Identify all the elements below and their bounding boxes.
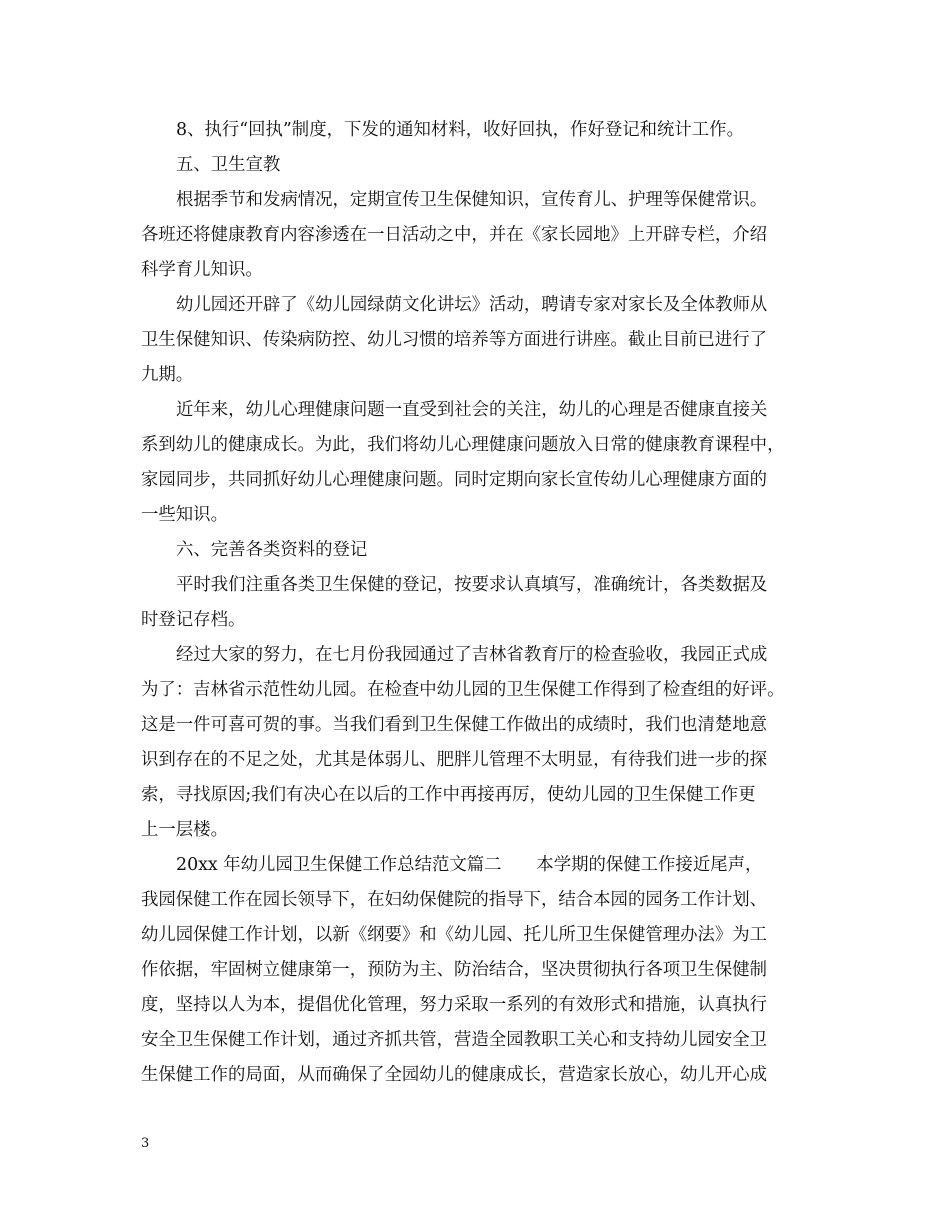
text-line: 识到存在的不足之处，尤其是体弱儿、肥胖儿管理不太明显，有待我们进一步的探: [141, 750, 768, 770]
text-line: 近年来，幼儿心理健康问题一直受到社会的关注，幼儿的心理是否健康直接关: [176, 400, 768, 420]
text-line: 度，坚持以人为本，提倡优化管理，努力采取一系列的有效形式和措施，认真执行: [141, 995, 768, 1015]
text-line: 索，寻找原因;我们有决心在以后的工作中再接再厉，使幼儿园的卫生保健工作更: [141, 785, 756, 805]
text-line: 这是一件可喜可贺的事。当我们看到卫生保健工作做出的成绩时，我们也清楚地意: [141, 715, 768, 735]
text-line: 作依据，牢固树立健康第一，预防为主、防治结合，坚决贯彻执行各项卫生保健制: [141, 960, 768, 980]
text-line: 为了：吉林省示范性幼儿园。在检查中幼儿园的卫生保健工作得到了检查组的好评。: [141, 680, 785, 700]
text-line: 五、卫生宣教: [176, 155, 281, 175]
text-line: 幼儿园还开辟了《幼儿园绿荫文化讲坛》活动，聘请专家对家长及全体教师从: [176, 295, 768, 315]
text-line: 时登记存档。: [141, 610, 246, 630]
text-line: 经过大家的努力，在七月份我园通过了吉林省教育厅的检查验收，我园正式成: [176, 645, 768, 665]
text-line: 安全卫生保健工作计划，通过齐抓共管，营造全园教职工关心和支持幼儿园安全卫: [141, 1030, 768, 1050]
text-line: 各班还将健康教育内容渗透在一日活动之中，并在《家长园地》上开辟专栏，介绍: [141, 225, 768, 245]
text-line: 20xx 年幼儿园卫生保健工作总结范文篇二 本学期的保健工作接近尾声，: [176, 855, 763, 875]
text-line: 根据季节和发病情况，定期宣传卫生保健知识，宣传育儿、护理等保健常识。: [176, 190, 768, 210]
text-line: 六、完善各类资料的登记: [176, 540, 368, 560]
page-number: 3: [141, 1136, 150, 1151]
text-line: 家园同步，共同抓好幼儿心理健康问题。同时定期向家长宣传幼儿心理健康方面的: [141, 470, 768, 490]
text-line: 生保健工作的局面，从而确保了全园幼儿的健康成长，营造家长放心，幼儿开心成: [141, 1065, 768, 1085]
text-line: 卫生保健知识、传染病防控、幼儿习惯的培养等方面进行讲座。截止目前已进行了: [141, 330, 768, 350]
text-line: 上一层楼。: [141, 820, 228, 840]
text-line: 系到幼儿的健康成长。为此，我们将幼儿心理健康问题放入日常的健康教育课程中，: [141, 435, 785, 455]
text-line: 一些知识。: [141, 505, 228, 525]
text-line: 平时我们注重各类卫生保健的登记，按要求认真填写，准确统计，各类数据及: [176, 575, 768, 595]
text-line: 科学育儿知识。: [141, 260, 263, 280]
text-line: 幼儿园保健工作计划，以新《纲要》和《幼儿园、托儿所卫生保健管理办法》为工: [141, 925, 768, 945]
text-line: 我园保健工作在园长领导下，在妇幼保健院的指导下，结合本园的园务工作计划、: [141, 890, 768, 910]
body-text: [141, 113, 811, 1093]
text-line: 九期。: [141, 365, 194, 385]
text-line: 8、执行“回执”制度，下发的通知材料，收好回执，作好登记和统计工作。: [176, 120, 744, 140]
